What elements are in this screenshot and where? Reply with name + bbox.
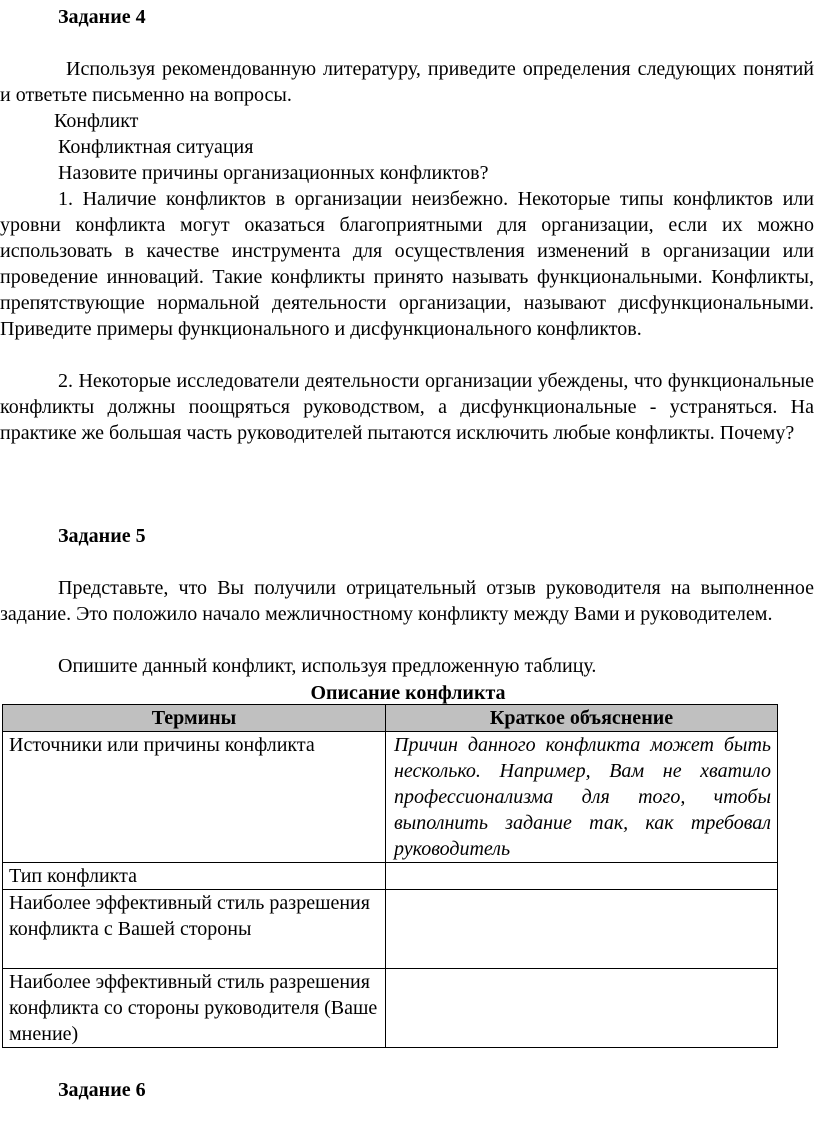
table-caption: Описание конфликта bbox=[310, 682, 506, 704]
header-terms: Термины bbox=[3, 705, 386, 732]
explanation-cell bbox=[386, 890, 778, 969]
term-cell: Источники или причины конфликта bbox=[3, 732, 386, 863]
table-row bbox=[3, 863, 778, 890]
term-cell: Наиболее эффективный стиль разрешения конфликта со стороны руководителя (Ваше мнение) bbox=[3, 969, 386, 1048]
task4-item-2: 2. Некоторые исследователи деятельности организации убеждены, что функциональные конфликты должны поощряться руководством, а дисфункциональные - устраняться. На практике же большая часть руководителей пытаются исключить любые конфликты. Почему? bbox=[0, 370, 814, 444]
task4-question: Назовите причины организационных конфликтов? bbox=[58, 162, 489, 184]
header-explanation: Краткое объяснение bbox=[386, 705, 778, 732]
task5-intro: Представьте, что Вы получили отрицательный отзыв руководителя на выполненное задание. Это положило начало межличностному конфликту между Вами и руководителем. bbox=[0, 577, 814, 625]
task6-heading: Задание 6 bbox=[58, 1079, 146, 1101]
task4-heading: Задание 4 bbox=[58, 6, 146, 28]
task4-term-conflict: Конфликт bbox=[54, 110, 139, 132]
term-cell: Наиболее эффективный стиль разрешения конфликта с Вашей стороны bbox=[3, 890, 386, 969]
explanation-cell bbox=[386, 863, 778, 890]
table-row bbox=[3, 890, 778, 969]
task5-heading: Задание 5 bbox=[58, 525, 146, 547]
task5-instruction: Опишите данный конфликт, используя предложенную таблицу. bbox=[58, 655, 597, 677]
conflict-table bbox=[2, 704, 778, 1048]
table-row bbox=[3, 732, 778, 863]
table-row bbox=[3, 969, 778, 1048]
task4-term-conflict-situation: Конфликтная ситуация bbox=[58, 136, 254, 158]
term-cell: Тип конфликта bbox=[3, 863, 386, 890]
explanation-cell: Причин данного конфликта может быть несколько. Например, Вам не хватило профессионализма для того, чтобы выполнить задание так, как требовал руководитель bbox=[386, 732, 778, 863]
task4-intro: Используя рекомендованную литературу, приведите определения следующих понятий и ответьте письменно на вопросы. bbox=[0, 58, 814, 106]
explanation-cell bbox=[386, 969, 778, 1048]
table-header-row bbox=[3, 705, 778, 732]
task4-item-1: 1. Наличие конфликтов в организации неизбежно. Некоторые типы конфликтов или уровни конфликта могут оказаться благоприятными для организации, если их можно использовать в качестве инструмента для осуществления изменений в организации или проведение инноваций. Такие конфликты принято называть функциональными. Конфликты, препятствующие нормальной деятельности организации, называют дисфункциональными. Приведите примеры функционального и дисфункционального конфликтов. bbox=[0, 188, 814, 340]
